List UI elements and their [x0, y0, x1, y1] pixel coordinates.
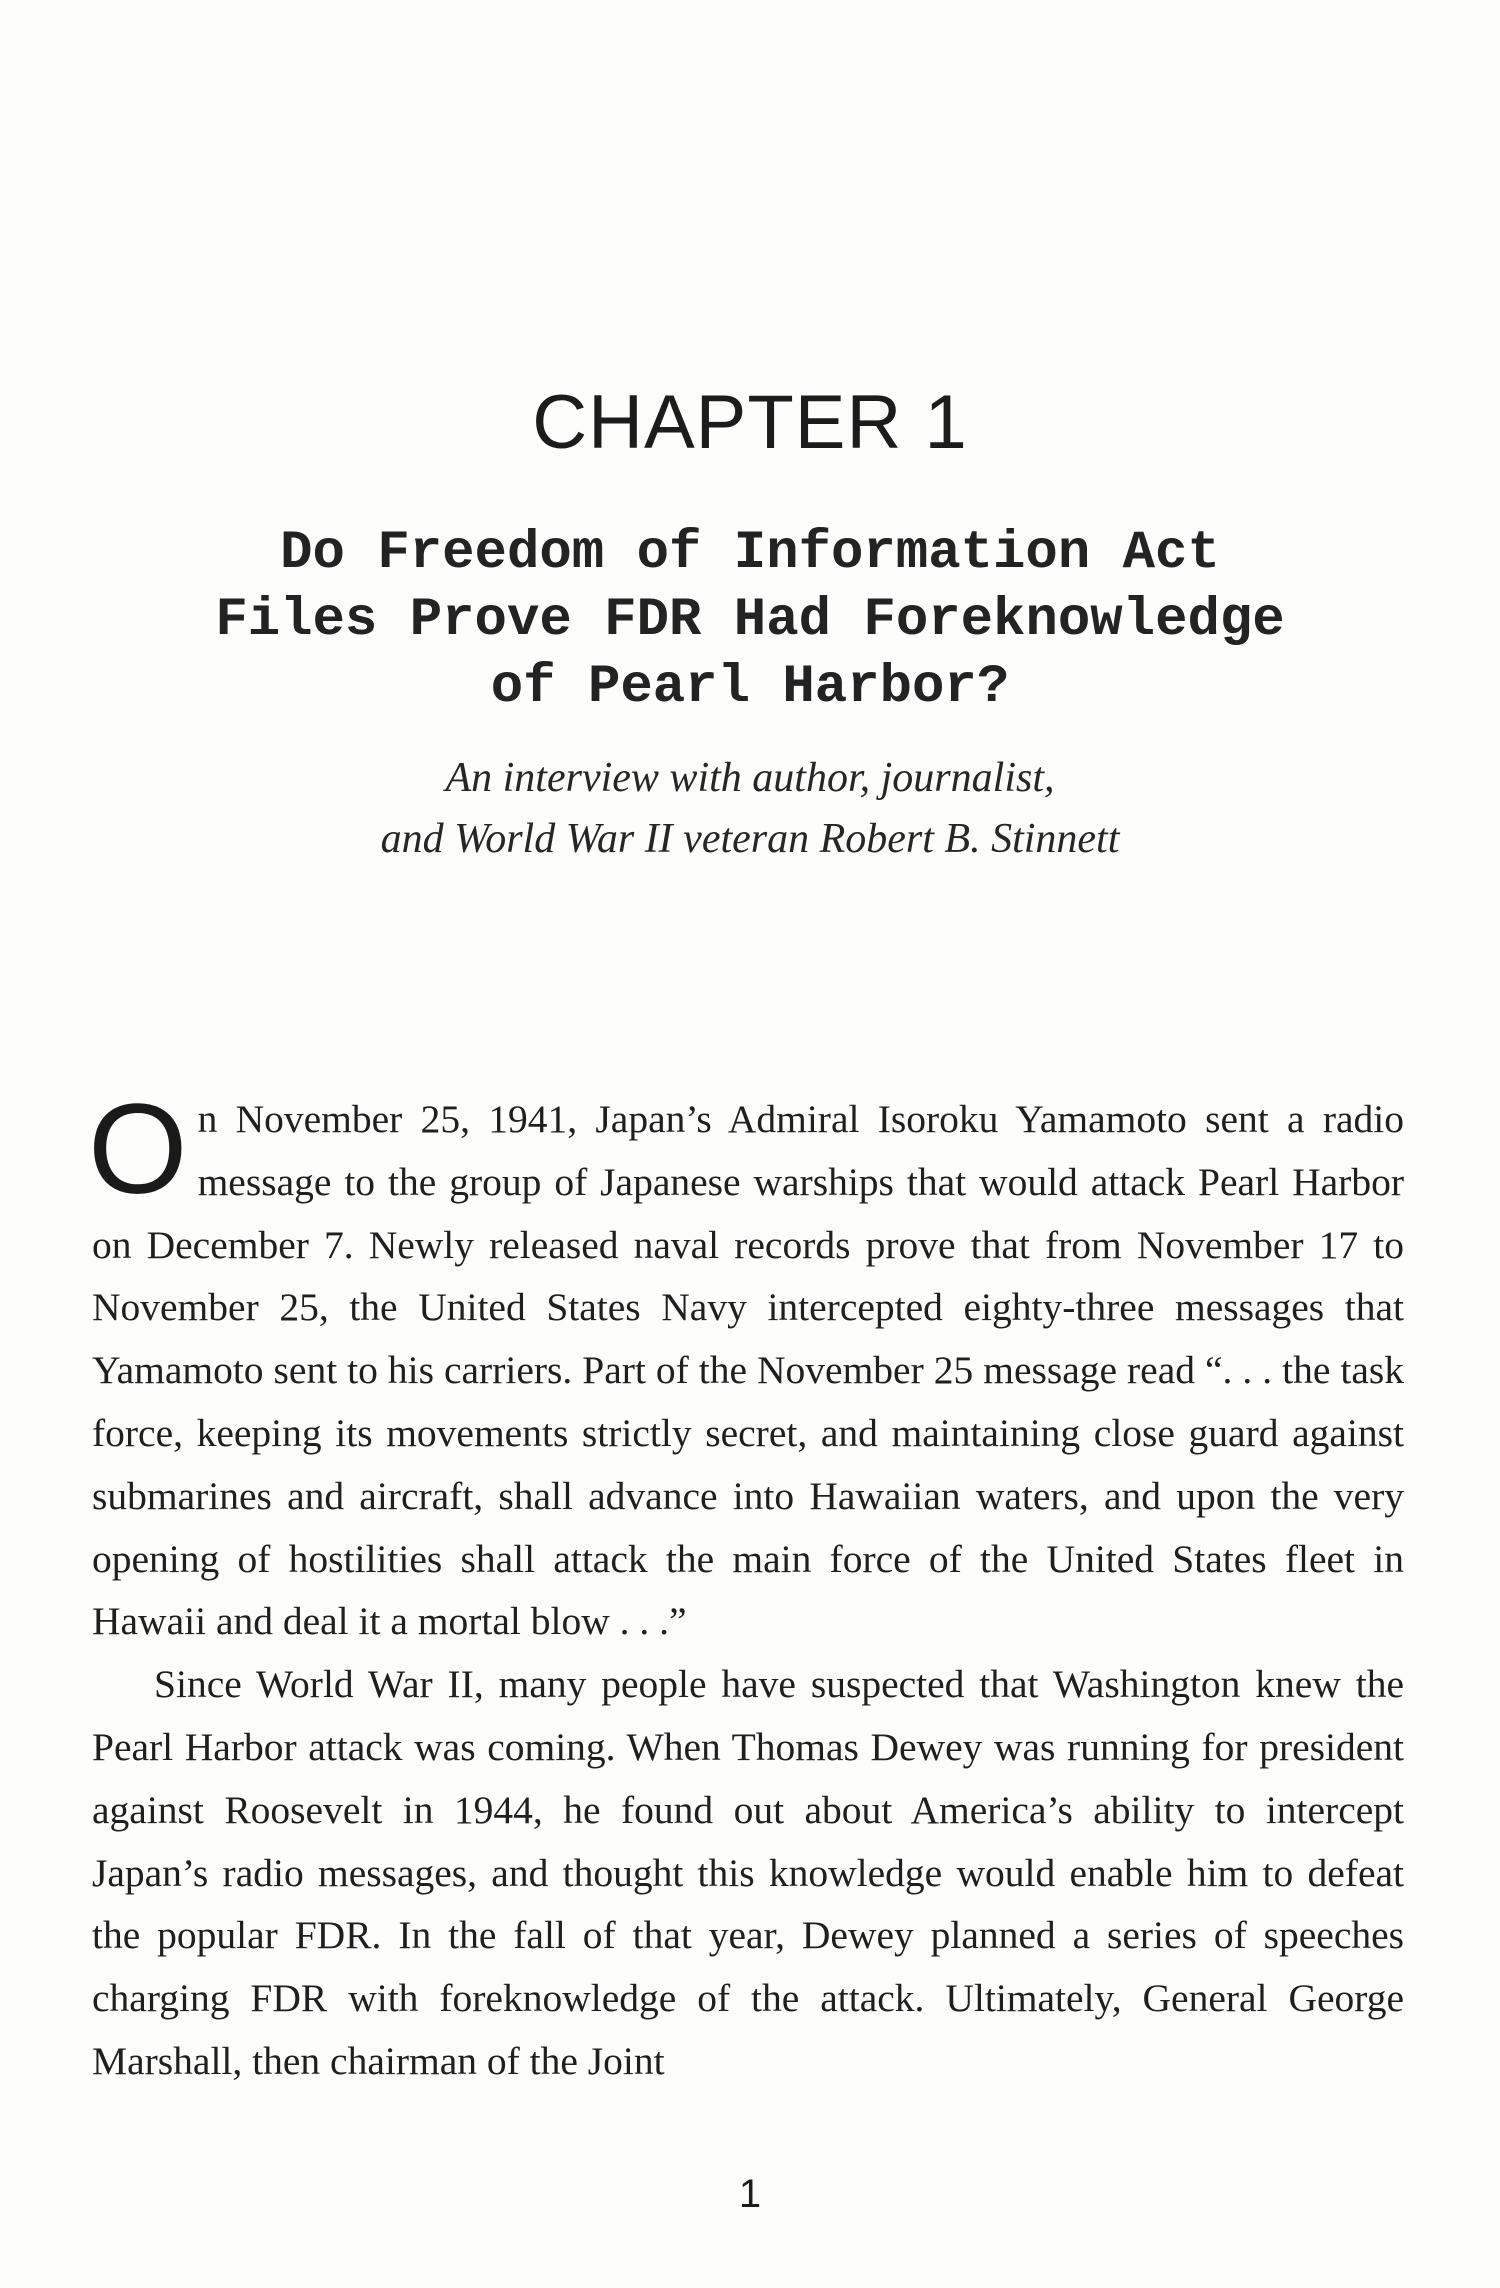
- body-text: [88, 1078, 1404, 2093]
- subtitle-line: and World War II veteran Robert B. Stinnett: [380, 816, 1120, 862]
- chapter-title-line: Do Freedom of Information Act: [280, 523, 1220, 584]
- paragraph-2: Since World War II, many people have suspected that Washington knew the Pearl Harbor attack was coming. When Thomas Dewey was running for president against Roosevelt in 1944, he found out about America’s ability to intercept Japan’s radio messages, and thought this knowledge would enable him to defeat the popular FDR. In the fall of that year, Dewey planned a series of speeches charging FDR with foreknowledge of the attack. Ultimately, General George Marshall, then chairman of the Joint: [92, 1662, 1404, 2083]
- chapter-subtitle: [200, 748, 1300, 870]
- page-number: 1: [738, 2172, 762, 2216]
- paragraph-1-text: n November 25, 1941, Japan’s Admiral Isoroku Yamamoto sent a radio message to the group of Japanese warships that would attack Pearl Harbor on December 7. Newly released naval records prove that from November 17 to November 25, the United States Navy intercepted eighty-three messages that Yamamoto sent to his carriers. Part of the November 25 message read “. . . the task force, keeping its movements strictly secret, and maintaining close guard against submarines and aircraft, shall advance into Hawaiian waters, and upon the very opening of hostilities shall attack the main force of the United States fleet in Hawaii and deal it a mortal blow . . .”: [92, 1097, 1404, 1644]
- paragraph-1: [88, 1078, 1404, 1653]
- chapter-title-line: Files Prove FDR Had Foreknowledge: [215, 590, 1285, 651]
- chapter-title: [120, 520, 1380, 721]
- drop-cap: O: [88, 1078, 188, 1221]
- subtitle-line: An interview with author, journalist,: [445, 755, 1055, 801]
- chapter-title-line: of Pearl Harbor?: [490, 657, 1010, 718]
- chapter-label: CHAPTER 1: [532, 380, 968, 465]
